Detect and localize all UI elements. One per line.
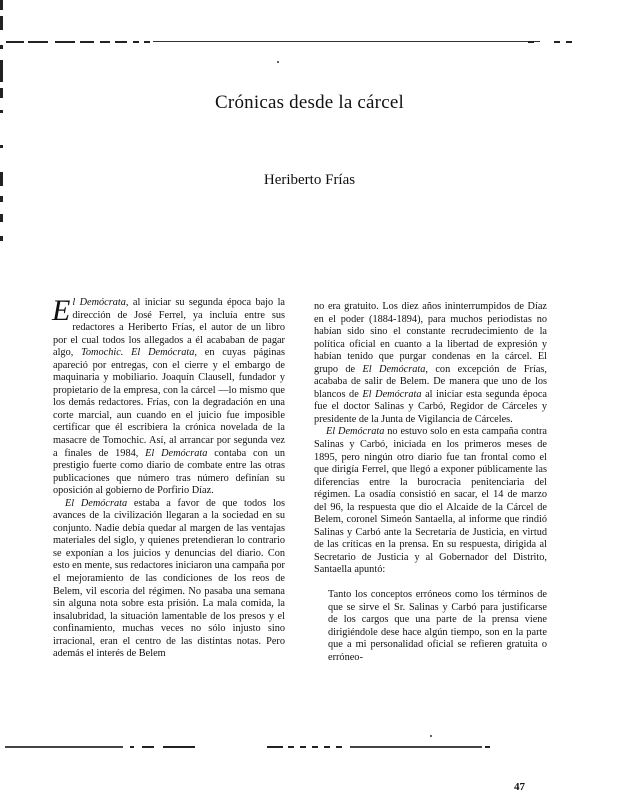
rule-dash [300, 746, 306, 748]
speck [430, 735, 432, 737]
article-author: Heriberto Frías [263, 172, 356, 188]
newspaper-name: El Demócrata [145, 447, 208, 459]
rule-dash [312, 746, 318, 748]
rule-dash [528, 41, 534, 43]
rule-dash [55, 41, 75, 43]
drop-cap: E [52, 294, 71, 327]
rule-dash [6, 41, 24, 43]
rule-dash [566, 41, 572, 43]
paragraph [52, 294, 285, 498]
rule-dash [554, 41, 560, 43]
rule-dash [485, 746, 490, 748]
rule-dash [100, 41, 110, 43]
rule-dash [28, 41, 48, 43]
article-title: Crónicas desde la cárcel [215, 92, 404, 113]
newspaper-name: l Demócrata [72, 297, 126, 308]
rule-dash [80, 41, 94, 43]
rule-dash [144, 41, 150, 43]
book-title: Tomochic. El Demócrata [81, 347, 195, 359]
paragraph-text: al iniciar esta segunda época fue el doctor Salinas y Carbó, Regidor de Cárceles y presidente de la Junta de Vigilancia de Cárceles. [314, 388, 547, 425]
newspaper-name: El Demócrata [65, 497, 128, 509]
paragraph-text: , con excepción de Frías, acababa de salir de Belem. De manera que uno de los blancos de [314, 363, 547, 400]
rule-line [350, 746, 482, 748]
paragraph-text: , en cuyas páginas apareció por entregas, con el cierre y el embargo de maquinaria y mobiliario. Joaquín Clausell, fundador y propietario de la empresa, con la cárcel —lo mismo que los demás redactores. Frías, con la degradación en una corte marcial, aun cuando en el juicio fue imposible certificar que él escribiera la crónica novelada de la masacre de Tomochic. Así, al arrancar por segunda vez a finales de 1984, [53, 347, 285, 459]
newspaper-name: El Demócrata [362, 388, 422, 400]
scan-edge-artifact [0, 0, 5, 250]
rule-dash [130, 746, 134, 748]
page-number: 47 [514, 781, 525, 793]
rule-dash [288, 746, 294, 748]
rule-line [5, 746, 123, 748]
paragraph-text: , al iniciar su segunda época bajo la dirección de José Ferrel, ya incluía entre sus redactores a Heriberto Frías, el autor de un libro por el cual todos los allegados a él acababan de pagar algo, [53, 297, 285, 359]
paragraph [53, 498, 285, 661]
speck [277, 61, 279, 63]
rule-dash [163, 746, 195, 748]
rule-dash [267, 746, 283, 748]
paragraph [314, 426, 547, 577]
paragraph-text: estaba a favor de que todos los avances de la civilización llegaran a la sociedad en su conjunto. Nadie debía quedar al margen de las ventajas materiales del siglo, y quienes pretendieran lo contrario se exponían a los juicios y denuncias del diario. Con esto en mente, sus redactores iniciaron una campaña por el mejoramiento de las condiciones de los reos de Belem, vil escoria del régimen. No pasaba una semana sin alguna nota sobre esta prisión. La mala comida, la insalubridad, la situación lamentable de los presos y el confinamiento, muchas veces no sólo injusto sino irracional, eran el centro de las distintas notas. Pero además el interés de Belem [53, 497, 285, 660]
rule-dash [324, 746, 330, 748]
paragraph-text: no era gratuito. Los diez años ininterrumpidos de Díaz en el poder (1884-1894), para muchos periodistas no habían sido sino el constante recrudecimiento de la política oficial en cuanto a la libertad de expresión y habían tenido que purgar condenas en la cárcel. El grupo de [314, 301, 547, 375]
left-column [52, 294, 285, 661]
rule-line [153, 41, 540, 42]
newspaper-name: El Demócrata [326, 426, 385, 438]
rule-dash [336, 746, 342, 748]
paragraph-text: contaba con un prestigio fuerte como diario de combate entre las otras publicaciones que número tras número definían su oposición al gobierno de Porfirio Díaz. [53, 447, 285, 497]
rule-dash [142, 746, 154, 748]
paragraph [314, 301, 547, 426]
rule-dash [115, 41, 127, 43]
block-quote: Tanto los conceptos erróneos como los términos de que se sirve el Sr. Salinas y Carbó para justificarse de los cargos que una parte de la prensa viene dirigiéndole dese hace algún tiempo, son en la parte que a mi personalidad oficial se refieren gratuita o erróneo- [328, 589, 547, 663]
paragraph-text: no estuvo solo en esta campaña contra Salinas y Carbó, iniciada en los primeros meses de 1895, pero ningún otro diario fue tan frontal como el que dirigía Ferrel, que llegó a exponer públicamente las diferencias entre la burocracia penitenciaria del régimen. La osadía consistió en sacar, el 14 de marzo del 96, la respuesta que dio el Alcaide de la Cárcel de Belem, coronel Simeón Santaella, al informe que rindió Salinas y Carbó ante la Secretaría de Justicia, en virtud de las críticas en la prensa. En su respuesta, dirigida al Secretario de Justicia y al Gobernador del Distrito, Santaella apuntó: [314, 426, 547, 576]
right-column [314, 301, 547, 664]
rule-dash [133, 41, 139, 43]
newspaper-name: El Demócrata [362, 363, 426, 375]
